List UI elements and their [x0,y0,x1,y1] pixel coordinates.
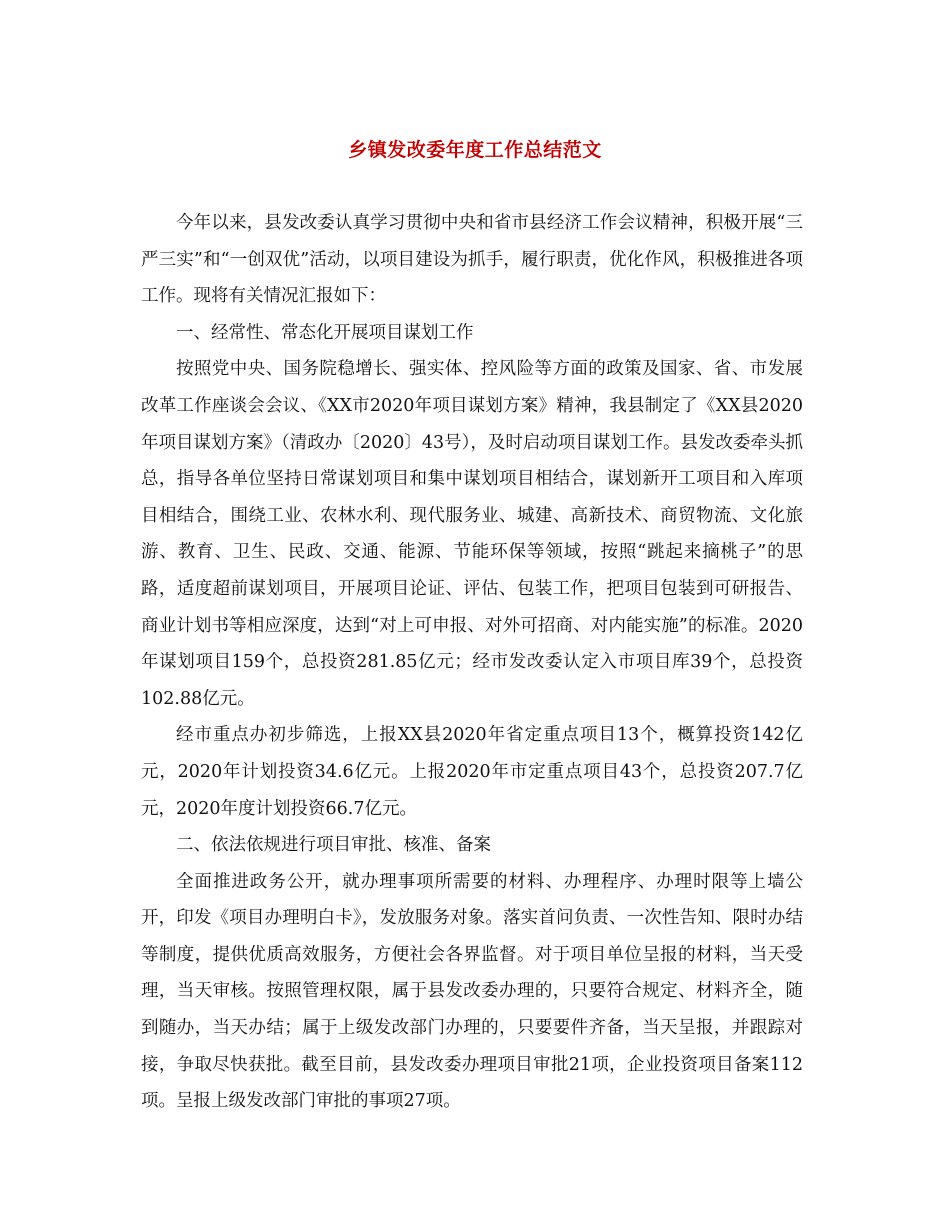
page-title: 乡镇发改委年度工作总结范文 [348,139,602,161]
document-body [141,205,803,1120]
section-heading-2: 二、依法依规进行项目审批、核准、备案 [176,835,491,856]
paragraph-project-planning: 按照党中央、国务院稳增长、强实体、控风险等方面的政策及国家、省、市发展改革工作座谈会会议、《XX市2020年项目谋划方案》精神，我县制定了《XX县2020年项目谋划方案》（清政办〔2020〕43号），及时启动项目谋划工作。县发改委牵头抓总，指导各单位坚持日常谋划项目和集中谋划项目相结合，谋划新开工项目和入库项目相结合，围绕工业、农林水利、现代服务业、城建、高新技术、商贸物流、文化旅游、教育、卫生、民政、交通、能源、节能环保等领域，按照“跳起来摘桃子”的思路，适度超前谋划项目，开展项目论证、评估、包装工作，把项目包装到可研报告、商业计划书等相应深度，达到“对上可申报、对外可招商、对内能实施”的标准。2020年谋划项目159个，总投资281.85亿元；经市发改委认定入市项目库39个，总投资102.88亿元。 [141,359,803,709]
paragraph-intro: 今年以来，县发改委认真学习贯彻中央和省市县经济工作会议精神，积极开展“三严三实”和“一创双优”活动，以项目建设为抓手，履行职责，优化作风，积极推进各项工作。现将有关情况汇报如下： [141,213,803,307]
paragraph-key-projects: 经市重点办初步筛选，上报XX县2020年省定重点项目13个，概算投资142亿元，2020年计划投资34.6亿元。上报2020年市定重点项目43个，总投资207.7亿元，2020年度计划投资66.7亿元。 [141,725,803,819]
paragraph-approval: 全面推进政务公开，就办理事项所需要的材料、办理程序、办理时限等上墙公开，印发《项目办理明白卡》，发放服务对象。落实首问负责、一次性告知、限时办结等制度，提供优质高效服务，方便社会各界监督。对于项目单位呈报的材料，当天受理，当天审核。按照管理权限，属于县发改委办理的，只要符合规定、材料齐全，随到随办，当天办结；属于上级发改部门办理的，只要要件齐备，当天呈报，并跟踪对接，争取尽快获批。截至目前，县发改委办理项目审批21项，企业投资项目备案112项。呈报上级发改部门审批的事项27项。 [141,871,803,1112]
section-heading-1: 一、经常性、常态化开展项目谋划工作 [176,322,474,343]
